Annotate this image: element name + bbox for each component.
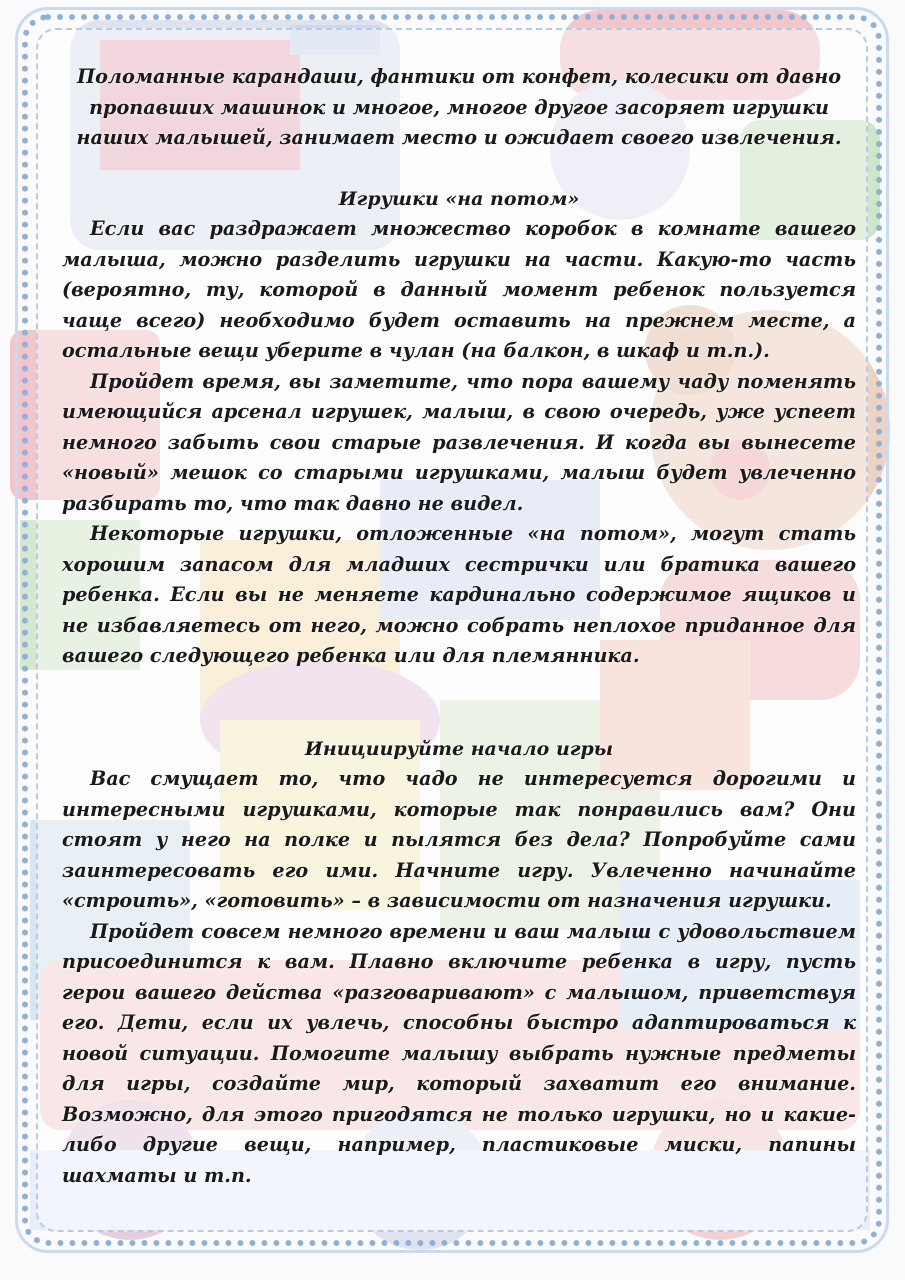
intro-paragraph: Поломанные карандаши, фантики от конфет, колесики от давно пропавших машинок и многое, многое другое засоряет игрушки наших малышей, занимает место и ожидает своего извлечения. — [76, 65, 842, 149]
section-spacer — [62, 672, 856, 734]
section-heading-later-toys: Игрушки «на потом» — [338, 187, 580, 210]
paragraph: Некоторые игрушки, отложенные «на потом», могут стать хорошим запасом для младших сестрички или братика вашего ребенка. Если вы не меняете кардинально содержимое ящиков и не избавляетесь от него, можно собрать неплохое приданное для вашего следующего ребенка или для племянника. — [62, 522, 856, 667]
section-heading-start-game: Инициируйте начало игры — [304, 737, 614, 760]
paragraph: Если вас раздражает множество коробок в комнате вашего малыша, можно разделить игрушки на части. Какую-то часть (вероятно, ту, которой в данный момент ребенок пользуется чаще всего) необходимо будет оставить на прежнем месте, а остальные вещи уберите в чулан (на балкон, в шкаф и т.п.). — [62, 217, 856, 362]
paragraph: Вас смущает то, что чадо не интересуется дорогими и интересными игрушками, которые так понравились вам? Они стоят у него на полке и пылятся без дела? Попробуйте сами заинтересовать его ими. Начните игру. Увлеченно начинайте «строить», «готовить» – в зависимости от назначения игрушки. — [62, 767, 856, 912]
paragraph: Пройдет совсем немного времени и ваш малыш с удовольствием присоединится к вам. Плавно включите ребенка в игру, пусть герои вашего действа «разговаривают» с малышом, приветствуя его. Дети, если их увлечь, способны быстро адаптироваться к новой ситуации. Помогите малышу выбрать нужные предметы для игры, создайте мир, который захватит его внимание. Возможно, для этого пригодятся не только игрушки, но и какие-либо другие вещи, например, пластиковые миски, папины шахматы и т.п. — [62, 919, 856, 1187]
article-body — [62, 62, 856, 1191]
paragraph: Пройдет время, вы заметите, что пора вашему чаду поменять имеющийся арсенал игрушек, малыш, в свою очередь, уже успеет немного забыть свои старые развлечения. И когда вы вынесете «новый» мешок со старыми игрушками, малыш будет увлеченно разбирать то, что так давно не видел. — [62, 369, 856, 515]
